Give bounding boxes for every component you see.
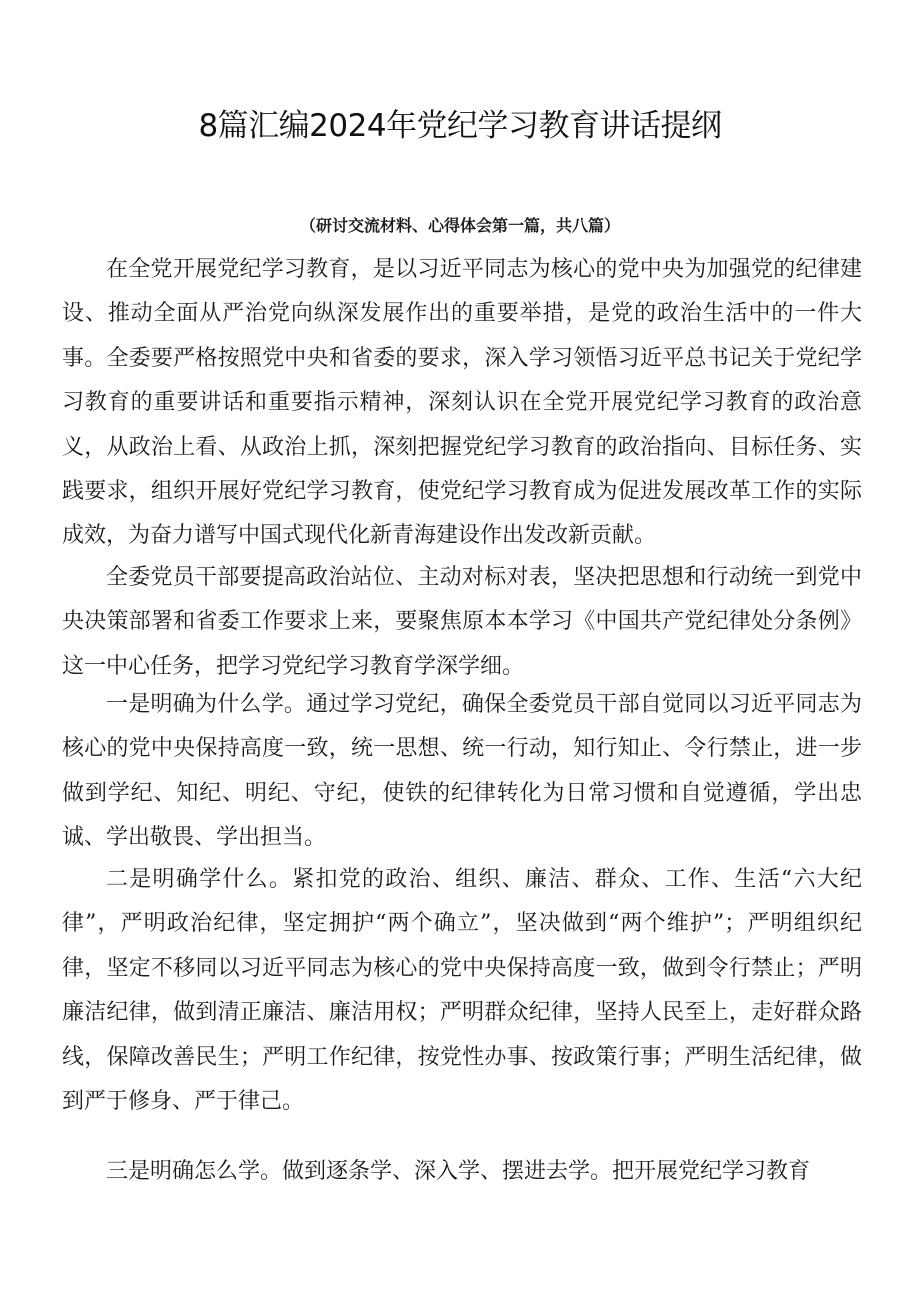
paragraph-why-learn: 一是明确为什么学。通过学习党纪，确保全委党员干部自觉同以习近平同志为核心的党中央保持高度一致，统一思想、统一行动，知行知止、令行禁止，进一步做到学纪、知纪、明纪、守纪，使铁的纪律转化为日常习惯和自觉遵循，学出忠诚、学出敬畏、学出担当。 xyxy=(62,692,862,851)
document-subtitle: （研讨交流材料、心得体会第一篇，共八篇） xyxy=(299,216,620,235)
document-title: 8篇汇编2024年党纪学习教育讲话提纲 xyxy=(198,108,722,144)
paragraph-what-to-learn: 二是明确学什么。紧扣党的政治、组织、廉洁、群众、工作、生活“六大纪律”，严明政治纪律，坚定拥护“两个确立”，坚决做到“两个维护”；严明组织纪律，坚定不移同以习近平同志为核心的党中央保持高度一致，做到令行禁止；严明廉洁纪律，做到清正廉洁、廉洁用权；严明群众纪律，坚持人民至上，走好群众路线，保障改善民生；严明工作纪律，按党性办事、按政策行事；严明生活纪律，做到严于修身、严于律己。 xyxy=(62,867,862,1115)
paragraph-intro: 在全党开展党纪学习教育，是以习近平同志为核心的党中央为加强党的纪律建设、推动全面从严治党向纵深发展作出的重要举措，是党的政治生活中的一件大事。全委要严格按照党中央和省委的要求，深入学习领悟习近平总书记关于党纪学习教育的重要讲话和重要指示精神，深刻认识在全党开展党纪学习教育的政治意义，从政治上看、从政治上抓，深刻把握党纪学习教育的政治指向、目标任务、实践要求，组织开展好党纪学习教育，使党纪学习教育成为促进发展改革工作的实际成效，为奋力谱写中国式现代化新青海建设作出发改新贡献。 xyxy=(62,257,862,549)
paragraph-political-stance: 全委党员干部要提高政治站位、主动对标对表，坚决把思想和行动统一到党中央决策部署和省委工作要求上来，要聚焦原本本学习《中国共产党纪律处分条例》这一中心任务，把学习党纪学习教育学深学细。 xyxy=(62,565,862,679)
paragraph-how-to-learn: 三是明确怎么学。做到逐条学、深入学、摆进去学。把开展党纪学习教育 xyxy=(106,1159,811,1184)
